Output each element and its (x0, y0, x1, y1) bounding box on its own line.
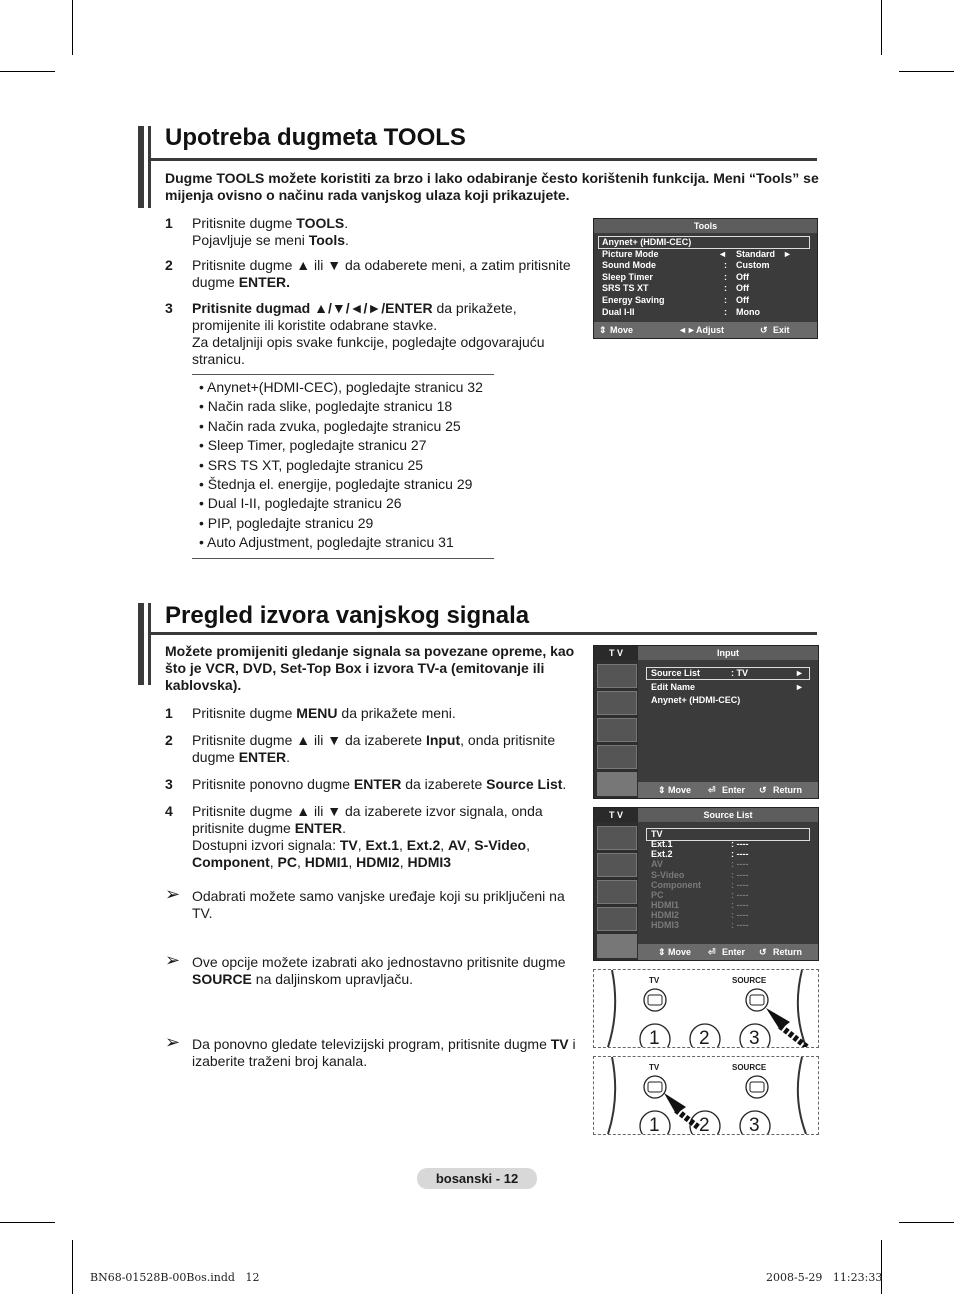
crop-mark (72, 0, 73, 55)
menu-row-value: Mono (736, 307, 760, 317)
source-value: : ---- (731, 880, 749, 890)
menu-row-label[interactable]: SRS TS XT (602, 283, 649, 293)
input-icon[interactable] (597, 934, 637, 958)
menu-row-label[interactable]: Energy Saving (602, 295, 665, 305)
crop-mark (72, 1240, 73, 1294)
menu-row-sep: : (724, 260, 727, 270)
source-item[interactable]: TV (651, 829, 663, 839)
menu-row-label[interactable]: Anynet+ (HDMI-CEC) (651, 695, 741, 705)
print-timestamp: 2008-5-29 11:23:33 (766, 1271, 883, 1284)
reference-item: • SRS TS XT, pogledajte stranicu 25 (199, 456, 424, 473)
source-value: : ---- (731, 910, 749, 920)
source-button-label: SOURCE (732, 976, 767, 985)
menu-row-label[interactable]: Picture Mode (602, 249, 659, 259)
section-bar (138, 126, 144, 208)
chevron-right-icon: ► (795, 668, 804, 678)
section-rule (148, 158, 817, 161)
picture-icon[interactable] (597, 826, 637, 850)
reference-item: • Sleep Timer, pogledajte stranicu 27 (199, 437, 427, 454)
note-arrow-icon: ➢ (165, 884, 181, 904)
reference-item: • PIP, pogledajte stranicu 29 (199, 514, 374, 531)
enter-icon: ⏎ (708, 785, 716, 795)
source-value: : ---- (731, 920, 749, 930)
adjust-icon: ◄► (678, 325, 696, 335)
move-icon: ⇕ (599, 325, 607, 335)
footer-move: Move (668, 947, 692, 957)
menu-row-value: Custom (736, 260, 770, 270)
move-icon: ⇕ (658, 947, 666, 957)
footer-exit: Exit (773, 325, 790, 335)
menu-row-sep: : (724, 307, 727, 317)
key-1[interactable]: 1 (649, 1028, 660, 1048)
channel-icon[interactable] (597, 880, 637, 904)
crop-mark (881, 0, 882, 55)
key-3[interactable]: 3 (749, 1028, 760, 1048)
input-menu-title: Input (638, 646, 818, 660)
reference-list (192, 374, 494, 559)
source-item[interactable]: S-Video (651, 870, 685, 880)
tools-menu (593, 218, 818, 339)
footer-move: Move (668, 785, 692, 795)
exit-icon: ↺ (760, 325, 768, 335)
crop-mark (899, 1222, 954, 1223)
key-2[interactable]: 2 (699, 1028, 710, 1048)
tv-button-label: TV (649, 976, 660, 985)
key-1[interactable]: 1 (649, 1115, 660, 1135)
menu-row-label[interactable]: Source List (651, 668, 701, 678)
footer-enter: Enter (722, 785, 746, 795)
key-3[interactable]: 3 (749, 1115, 760, 1135)
section-rule (148, 632, 817, 635)
input-menu (593, 645, 819, 799)
page-number: bosanski - 12 (417, 1168, 537, 1189)
source-value: : ---- (731, 900, 749, 910)
menu-row-label[interactable]: Sound Mode (602, 260, 656, 270)
crop-mark (0, 1222, 55, 1223)
section-bar (138, 603, 144, 685)
section-title: Pregled izvora vanjskog signala (165, 602, 530, 629)
source-item[interactable]: Ext.1 (651, 839, 673, 849)
setup-icon[interactable] (597, 907, 637, 931)
menu-row-value: Off (736, 283, 749, 293)
source-value: : ---- (731, 870, 749, 880)
footer-move: Move (610, 325, 634, 335)
section-intro: Možete promijeniti gledanje signala sa povezane opreme, kao što je VCR, DVD, Set-Top Box i izvora TV-a (emitovanje ili kablovska). (165, 643, 575, 693)
crop-mark (881, 1240, 882, 1294)
source-item[interactable]: HDMI1 (651, 900, 680, 910)
reference-item: • Auto Adjustment, pogledajte stranicu 31 (199, 534, 454, 551)
channel-icon[interactable] (597, 718, 637, 742)
menu-row-label[interactable]: Edit Name (651, 682, 696, 692)
source-item[interactable]: HDMI2 (651, 910, 680, 920)
reference-item: • Anynet+(HDMI-CEC), pogledajte stranicu 32 (199, 379, 483, 395)
menu-row-value: Off (736, 295, 749, 305)
source-value: : ---- (731, 839, 749, 849)
remote-illustration-tv (593, 1056, 819, 1135)
section-intro: Dugme TOOLS možete koristiti za brzo i lako odabiranje često korištenih funkcija. Meni “Tools” se mijenja ovisno o načinu rada vanjskog ulaza koji prikazujete. (165, 170, 819, 203)
return-icon: ↺ (759, 785, 767, 795)
source-value: : ---- (731, 890, 749, 900)
source-item[interactable]: Ext.2 (651, 849, 673, 859)
sound-icon[interactable] (597, 853, 637, 877)
menu-row-sep: : (724, 295, 727, 305)
footer-return: Return (773, 785, 802, 795)
key-2[interactable]: 2 (699, 1115, 710, 1135)
menu-row-value: Standard (736, 249, 776, 259)
section-title: Upotreba dugmeta TOOLS (165, 124, 466, 151)
reference-item: • Štednja el. energije, pogledajte stranicu 29 (199, 476, 473, 493)
menu-sidebar (594, 660, 638, 798)
tv-button-label: TV (649, 1063, 660, 1072)
menu-footer (638, 944, 818, 960)
source-list-menu (593, 807, 819, 961)
source-list-title: Source List (638, 808, 818, 822)
menu-row-left-arrow: ◄ (718, 249, 727, 259)
footer-return: Return (773, 947, 802, 957)
menu-row-label[interactable]: Anynet+ (HDMI-CEC) (602, 237, 692, 247)
tv-label: T V (594, 646, 638, 660)
menu-row-label[interactable]: Sleep Timer (602, 272, 653, 282)
enter-icon: ⏎ (708, 947, 716, 957)
return-icon: ↺ (759, 947, 767, 957)
source-value: : ---- (731, 859, 749, 869)
menu-sidebar (594, 822, 638, 960)
remote-illustration-source (593, 969, 819, 1048)
note-arrow-icon: ➢ (165, 950, 181, 970)
section-bar (148, 603, 151, 685)
menu-footer (594, 322, 817, 338)
note-arrow-icon: ➢ (165, 1032, 181, 1052)
source-button-label: SOURCE (732, 1063, 767, 1072)
print-file-info: BN68-01528B-00Bos.indd 12 (90, 1271, 260, 1284)
section-bar (148, 126, 151, 208)
reference-item: • Način rada slike, pogledajte stranicu 18 (199, 398, 453, 415)
source-value: : ---- (731, 849, 749, 859)
reference-item: • Dual I-II, pogledajte stranicu 26 (199, 495, 402, 512)
move-icon: ⇕ (658, 785, 666, 795)
footer-enter: Enter (722, 947, 746, 957)
source-item[interactable]: PC (651, 890, 664, 900)
crop-mark (0, 71, 55, 72)
input-icon[interactable] (597, 772, 637, 796)
reference-item: • Način rada zvuka, pogledajte stranicu 25 (199, 417, 461, 434)
source-item[interactable]: AV (651, 859, 663, 869)
menu-row-sep: : (724, 272, 727, 282)
source-item[interactable]: Component (651, 880, 701, 890)
sound-icon[interactable] (597, 691, 637, 715)
crop-mark (899, 71, 954, 72)
menu-row-right-arrow: ► (783, 249, 792, 259)
picture-icon[interactable] (597, 664, 637, 688)
chevron-right-icon: ► (795, 682, 804, 692)
menu-row-sep: : (724, 283, 727, 293)
source-button-icon (594, 981, 605, 992)
menu-row-value: Off (736, 272, 749, 282)
menu-row-label[interactable]: Dual I-II (602, 307, 635, 317)
menu-footer (638, 782, 818, 798)
source-item[interactable]: HDMI3 (651, 920, 680, 930)
tv-label: T V (594, 808, 638, 822)
footer-adjust: Adjust (696, 325, 724, 335)
setup-icon[interactable] (597, 745, 637, 769)
menu-row-value: : TV (731, 668, 748, 678)
tools-menu-title: Tools (594, 219, 817, 233)
